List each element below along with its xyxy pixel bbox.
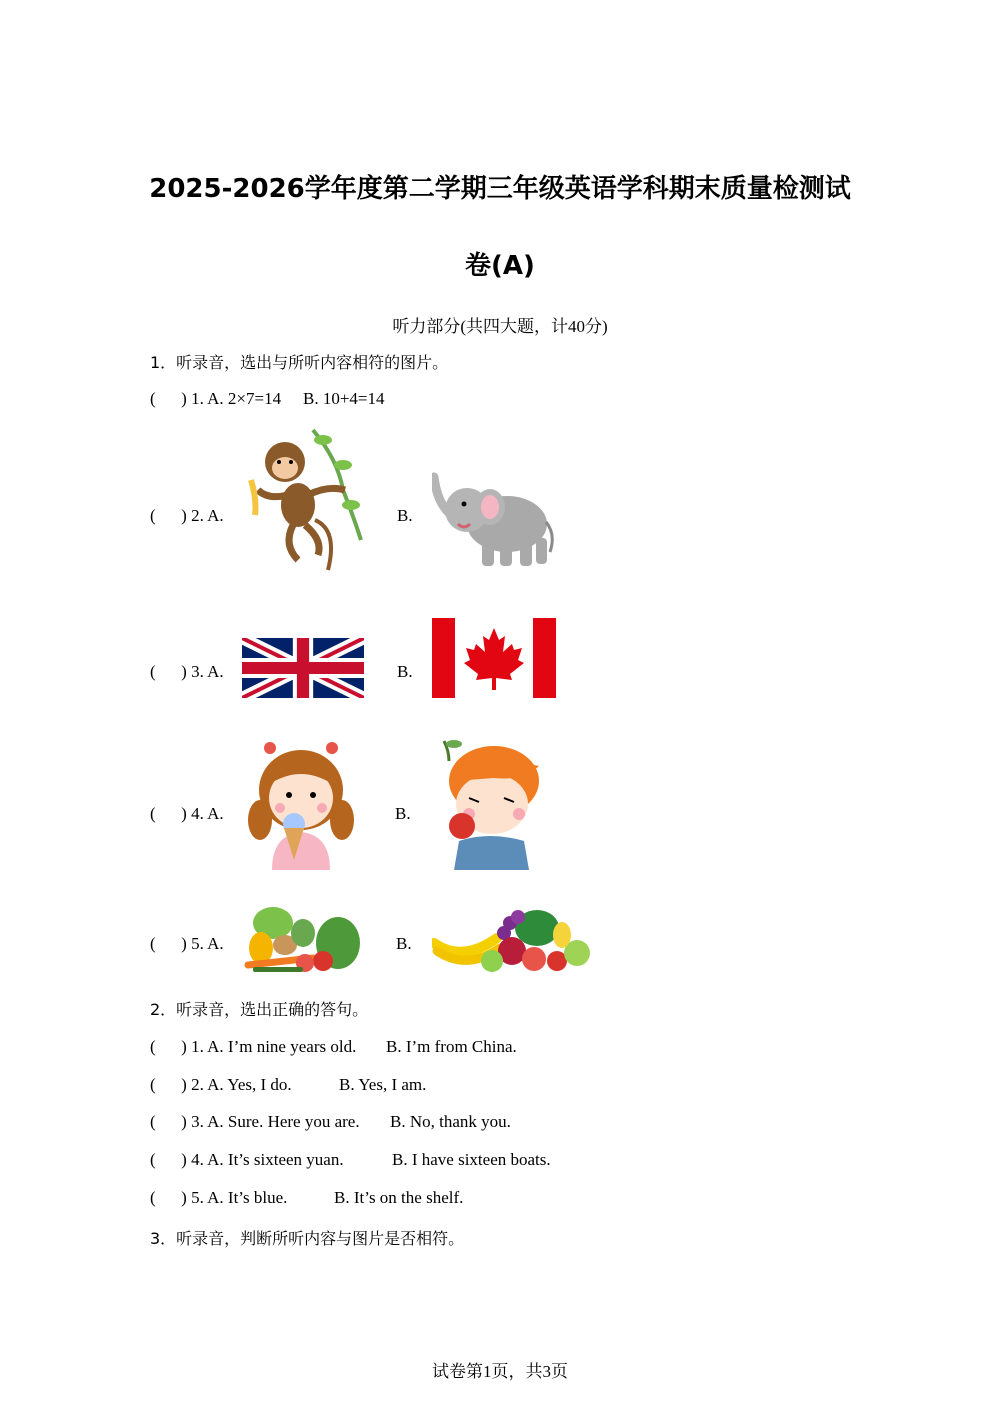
document-title-line1: 2025-2026学年度第二学期三年级英语学科期末质量检测试	[149, 174, 851, 204]
q1-item3-a: ( ) 3. A.	[150, 662, 224, 681]
q2-item4-b: B. I have sixteen boats.	[392, 1150, 551, 1169]
q2-item1-b: B. I’m from China.	[386, 1037, 517, 1056]
q2-item2-a: ( ) 2. A. Yes, I do.	[150, 1075, 292, 1094]
girl-ice-cream-image	[242, 740, 360, 870]
q3-instruction: 3．听录音，判断所听内容与图片是否相符。	[150, 1229, 465, 1248]
q1-item1-a: ( ) 1. A. 2×7=14	[150, 389, 282, 408]
q2-instruction: 2．听录音，选出正确的答句。	[150, 1000, 369, 1019]
fruits-image	[432, 903, 590, 975]
q1-instruction: 1．听录音，选出与所听内容相符的图片。	[150, 353, 449, 372]
q1-item5-b: B.	[396, 934, 412, 953]
document-title-line2: 卷(A)	[465, 251, 535, 281]
q1-item4-a: ( ) 4. A.	[150, 804, 224, 823]
q2-item2-b: B. Yes, I am.	[339, 1075, 427, 1094]
vegetables-image	[243, 903, 361, 975]
page-footer: 试卷第1页，共3页	[432, 1362, 568, 1381]
section-heading: 听力部分(共四大题，计40分)	[392, 317, 608, 336]
q1-item3-b: B.	[397, 662, 413, 681]
q2-item3-b: B. No, thank you.	[390, 1112, 511, 1131]
monkey-image	[243, 420, 365, 576]
q1-item2-b: B.	[397, 506, 413, 525]
q1-item5-a: ( ) 5. A.	[150, 934, 224, 953]
q2-item5-b: B. It’s on the shelf.	[334, 1188, 464, 1207]
elephant-image	[432, 472, 557, 570]
q2-item5-a: ( ) 5. A. It’s blue.	[150, 1188, 288, 1207]
q1-item1-b: B. 10+4=14	[303, 389, 385, 408]
uk-flag-image	[242, 638, 364, 698]
q1-item4-b: B.	[395, 804, 411, 823]
canada-flag-image	[432, 618, 556, 698]
q2-item3-a: ( ) 3. A. Sure. Here you are.	[150, 1112, 360, 1131]
q2-item1-a: ( ) 1. A. I’m nine years old.	[150, 1037, 357, 1056]
boy-apple-image	[434, 736, 546, 870]
q1-item2-a: ( ) 2. A.	[150, 506, 224, 525]
q2-item4-a: ( ) 4. A. It’s sixteen yuan.	[150, 1150, 344, 1169]
